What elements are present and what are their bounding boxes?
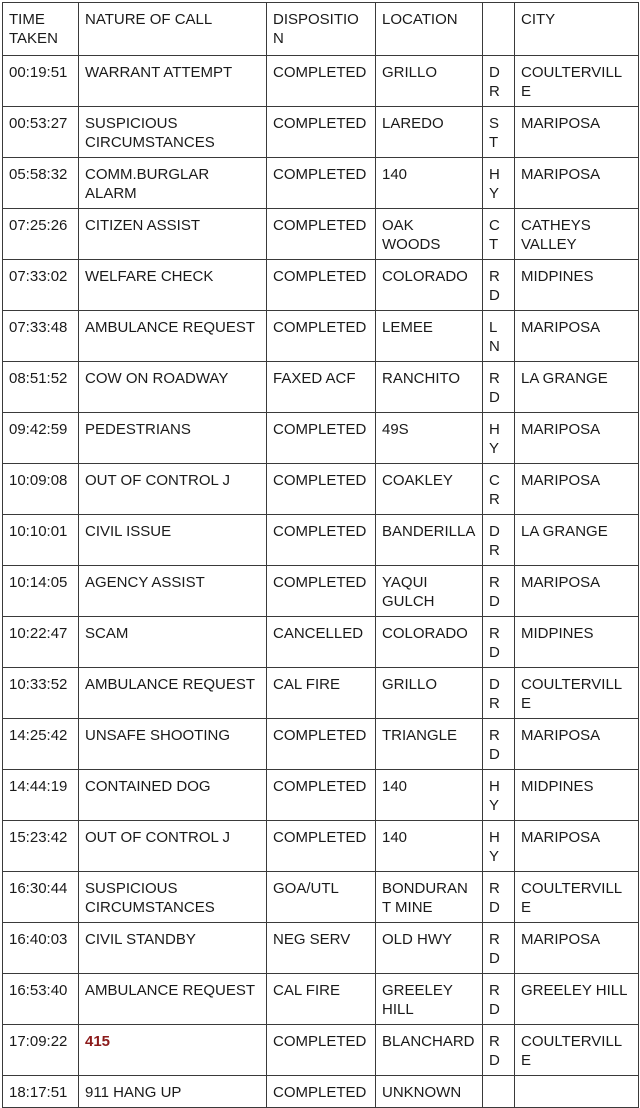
cell-location: 140 <box>376 158 483 209</box>
table-row <box>3 311 639 362</box>
cell-location: YAQUI GULCH <box>376 566 483 617</box>
cell-disposition: COMPLETED <box>267 311 376 362</box>
cell-disposition: COMPLETED <box>267 464 376 515</box>
cell-city: MARIPOSA <box>515 413 639 464</box>
cell-time: 16:53:40 <box>3 974 79 1025</box>
cell-location: RANCHITO <box>376 362 483 413</box>
cell-street-suffix: DR <box>483 668 515 719</box>
cell-street-suffix: HY <box>483 158 515 209</box>
table-row <box>3 1025 639 1076</box>
cell-nature-of-call: COMM.BURGLAR ALARM <box>79 158 267 209</box>
cell-street-suffix: DR <box>483 56 515 107</box>
cell-nature-of-call: CITIZEN ASSIST <box>79 209 267 260</box>
cell-time: 18:17:51 <box>3 1076 79 1108</box>
cell-time: 10:22:47 <box>3 617 79 668</box>
cell-street-suffix: RD <box>483 923 515 974</box>
cell-disposition: COMPLETED <box>267 770 376 821</box>
table-row <box>3 617 639 668</box>
cell-location: BLANCHARD <box>376 1025 483 1076</box>
cell-location: TRIANGLE <box>376 719 483 770</box>
cell-city: MIDPINES <box>515 260 639 311</box>
cell-time: 09:42:59 <box>3 413 79 464</box>
cell-location: LAREDO <box>376 107 483 158</box>
cell-nature-of-call <box>79 1025 267 1076</box>
cell-city: GREELEY HILL <box>515 974 639 1025</box>
cell-location: UNKNOWN <box>376 1076 483 1108</box>
cell-disposition: CAL FIRE <box>267 668 376 719</box>
table-row <box>3 770 639 821</box>
header-disposition: DISPOSITION <box>267 3 376 56</box>
cell-time: 15:23:42 <box>3 821 79 872</box>
cell-street-suffix: RD <box>483 566 515 617</box>
cell-location: GRILLO <box>376 56 483 107</box>
cell-nature-of-call: UNSAFE SHOOTING <box>79 719 267 770</box>
cell-street-suffix: RD <box>483 872 515 923</box>
cell-street-suffix: RD <box>483 719 515 770</box>
cell-time: 07:33:48 <box>3 311 79 362</box>
cell-disposition: COMPLETED <box>267 1076 376 1108</box>
cell-city: LA GRANGE <box>515 362 639 413</box>
cell-nature-of-call: AGENCY ASSIST <box>79 566 267 617</box>
cell-city: CATHEYS VALLEY <box>515 209 639 260</box>
cell-time: 07:33:02 <box>3 260 79 311</box>
cell-disposition: COMPLETED <box>267 566 376 617</box>
cell-disposition: COMPLETED <box>267 515 376 566</box>
highlighted-call-code: 415 <box>85 1033 111 1050</box>
cell-location: 49S <box>376 413 483 464</box>
cell-time: 14:25:42 <box>3 719 79 770</box>
cell-street-suffix: HY <box>483 821 515 872</box>
cell-city: COULTERVILLE <box>515 1025 639 1076</box>
cell-street-suffix: LN <box>483 311 515 362</box>
cell-location: BANDERILLA <box>376 515 483 566</box>
cell-street-suffix: DR <box>483 515 515 566</box>
cell-location: COLORADO <box>376 617 483 668</box>
cell-location: OLD HWY <box>376 923 483 974</box>
cell-street-suffix: RD <box>483 974 515 1025</box>
cell-city: COULTERVILLE <box>515 56 639 107</box>
cell-nature-of-call: WARRANT ATTEMPT <box>79 56 267 107</box>
cell-disposition: COMPLETED <box>267 260 376 311</box>
cell-time: 00:19:51 <box>3 56 79 107</box>
call-log-table <box>2 2 639 1108</box>
cell-location: GRILLO <box>376 668 483 719</box>
cell-location: LEMEE <box>376 311 483 362</box>
table-row <box>3 923 639 974</box>
cell-time: 07:25:26 <box>3 209 79 260</box>
cell-city: MARIPOSA <box>515 464 639 515</box>
cell-location: COLORADO <box>376 260 483 311</box>
table-row <box>3 872 639 923</box>
table-row <box>3 1076 639 1108</box>
cell-city: LA GRANGE <box>515 515 639 566</box>
table-row <box>3 821 639 872</box>
cell-city: MARIPOSA <box>515 566 639 617</box>
cell-disposition: COMPLETED <box>267 821 376 872</box>
header-location: LOCATION <box>376 3 483 56</box>
cell-city: MARIPOSA <box>515 719 639 770</box>
cell-nature-of-call: SCAM <box>79 617 267 668</box>
cell-disposition: NEG SERV <box>267 923 376 974</box>
cell-time: 10:14:05 <box>3 566 79 617</box>
cell-city: MIDPINES <box>515 770 639 821</box>
cell-time: 05:58:32 <box>3 158 79 209</box>
cell-city: COULTERVILLE <box>515 668 639 719</box>
cell-city <box>515 1076 639 1108</box>
table-row <box>3 107 639 158</box>
cell-city: MARIPOSA <box>515 923 639 974</box>
table-row <box>3 668 639 719</box>
table-row <box>3 974 639 1025</box>
cell-disposition: COMPLETED <box>267 209 376 260</box>
cell-time: 16:30:44 <box>3 872 79 923</box>
table-row <box>3 566 639 617</box>
cell-nature-of-call: PEDESTRIANS <box>79 413 267 464</box>
cell-location: BONDURANT MINE <box>376 872 483 923</box>
table-row <box>3 158 639 209</box>
cell-nature-of-call: OUT OF CONTROL J <box>79 464 267 515</box>
cell-nature-of-call: 911 HANG UP <box>79 1076 267 1108</box>
cell-city: MIDPINES <box>515 617 639 668</box>
cell-street-suffix: HY <box>483 413 515 464</box>
cell-city: MARIPOSA <box>515 158 639 209</box>
cell-city: MARIPOSA <box>515 107 639 158</box>
table-row <box>3 515 639 566</box>
cell-nature-of-call: CIVIL STANDBY <box>79 923 267 974</box>
cell-nature-of-call: WELFARE CHECK <box>79 260 267 311</box>
cell-disposition: CANCELLED <box>267 617 376 668</box>
header-row <box>3 3 639 56</box>
cell-time: 14:44:19 <box>3 770 79 821</box>
cell-city: COULTERVILLE <box>515 872 639 923</box>
cell-nature-of-call: CONTAINED DOG <box>79 770 267 821</box>
header-city: CITY <box>515 3 639 56</box>
cell-disposition: COMPLETED <box>267 719 376 770</box>
table-row <box>3 260 639 311</box>
cell-location: OAK WOODS <box>376 209 483 260</box>
cell-disposition: COMPLETED <box>267 413 376 464</box>
cell-disposition: COMPLETED <box>267 1025 376 1076</box>
table-body <box>3 56 639 1108</box>
table-row <box>3 209 639 260</box>
table-row <box>3 464 639 515</box>
cell-nature-of-call: OUT OF CONTROL J <box>79 821 267 872</box>
cell-city: MARIPOSA <box>515 311 639 362</box>
cell-disposition: CAL FIRE <box>267 974 376 1025</box>
cell-time: 16:40:03 <box>3 923 79 974</box>
cell-location: COAKLEY <box>376 464 483 515</box>
cell-time: 17:09:22 <box>3 1025 79 1076</box>
cell-street-suffix: RD <box>483 362 515 413</box>
cell-street-suffix: RD <box>483 617 515 668</box>
cell-time: 08:51:52 <box>3 362 79 413</box>
cell-disposition: FAXED ACF <box>267 362 376 413</box>
cell-time: 10:33:52 <box>3 668 79 719</box>
table-row <box>3 719 639 770</box>
cell-disposition: COMPLETED <box>267 158 376 209</box>
cell-nature-of-call: AMBULANCE REQUEST <box>79 311 267 362</box>
cell-street-suffix: RD <box>483 260 515 311</box>
cell-disposition: COMPLETED <box>267 107 376 158</box>
cell-time: 10:10:01 <box>3 515 79 566</box>
cell-street-suffix <box>483 1076 515 1108</box>
cell-street-suffix: RD <box>483 1025 515 1076</box>
table-row <box>3 56 639 107</box>
cell-street-suffix: CR <box>483 464 515 515</box>
cell-nature-of-call: SUSPICIOUS CIRCUMSTANCES <box>79 107 267 158</box>
cell-nature-of-call: COW ON ROADWAY <box>79 362 267 413</box>
cell-city: MARIPOSA <box>515 821 639 872</box>
cell-nature-of-call: CIVIL ISSUE <box>79 515 267 566</box>
cell-nature-of-call: AMBULANCE REQUEST <box>79 974 267 1025</box>
header-time: TIME TAKEN <box>3 3 79 56</box>
cell-time: 00:53:27 <box>3 107 79 158</box>
table-row <box>3 413 639 464</box>
cell-disposition: GOA/UTL <box>267 872 376 923</box>
cell-street-suffix: ST <box>483 107 515 158</box>
cell-time: 10:09:08 <box>3 464 79 515</box>
cell-nature-of-call: SUSPICIOUS CIRCUMSTANCES <box>79 872 267 923</box>
table-header <box>3 3 639 56</box>
cell-street-suffix: HY <box>483 770 515 821</box>
cell-location: 140 <box>376 821 483 872</box>
header-street-suffix <box>483 3 515 56</box>
cell-location: 140 <box>376 770 483 821</box>
cell-location: GREELEY HILL <box>376 974 483 1025</box>
header-nature-of-call: NATURE OF CALL <box>79 3 267 56</box>
table-row <box>3 362 639 413</box>
cell-street-suffix: CT <box>483 209 515 260</box>
cell-disposition: COMPLETED <box>267 56 376 107</box>
cell-nature-of-call: AMBULANCE REQUEST <box>79 668 267 719</box>
